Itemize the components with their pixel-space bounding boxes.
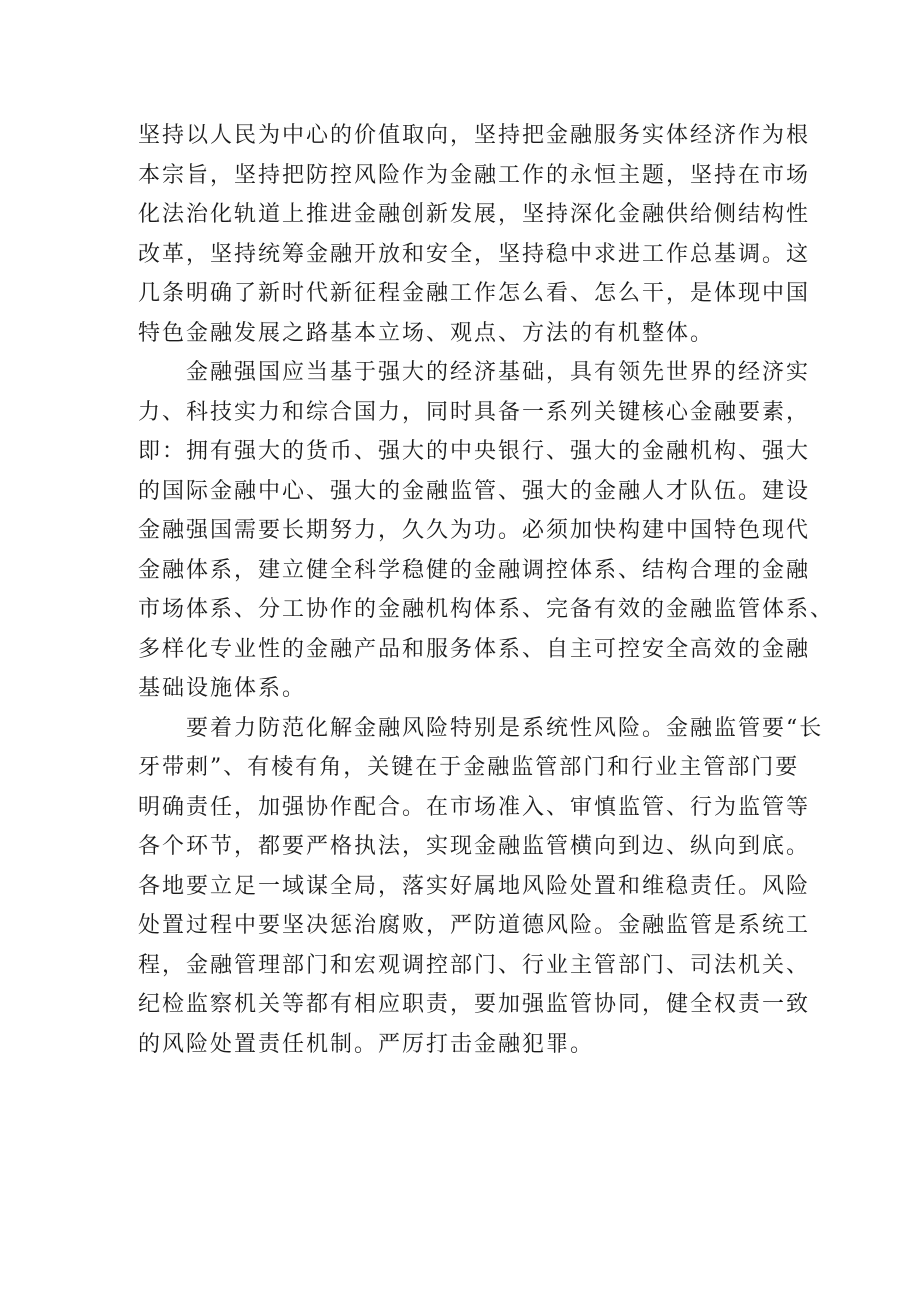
paragraph-line: 多样化专业性的金融产品和服务体系、自主可控安全高效的金融 bbox=[138, 636, 811, 662]
paragraph-line: 几条明确了新时代新征程金融工作怎么看、怎么干，是体现中国 bbox=[138, 281, 811, 306]
paragraph-line: 市场体系、分工协作的金融机构体系、完备有效的金融监管体系、 bbox=[138, 597, 835, 622]
paragraph-line: 牙带刺”、有棱有角，关键在于金融监管部门和行业主管部门要 bbox=[138, 755, 800, 780]
paragraph-first-line: 金融强国应当基于强大的经济基础，具有领先世界的经济实 bbox=[186, 360, 811, 385]
paragraph-line: 各地要立足一域谋全局，落实好属地风险处置和维稳责任。风险 bbox=[138, 873, 811, 899]
paragraph-line: 明确责任，加强协作配合。在市场准入、审慎监管、行为监管等 bbox=[138, 794, 811, 820]
document-body bbox=[138, 116, 835, 1064]
paragraph-line: 程，金融管理部门和宏观调控部门、行业主管部门、司法机关、 bbox=[138, 952, 811, 978]
paragraph-line: 特色金融发展之路基本立场、观点、方法的有机整体。 bbox=[138, 320, 715, 346]
paragraph-line: 金融强国需要长期努力，久久为功。必须加快构建中国特色现代 bbox=[138, 518, 811, 543]
paragraph-line: 改革，坚持统筹金融开放和安全，坚持稳中求进工作总基调。这 bbox=[138, 241, 811, 267]
paragraph-line: 的国际金融中心、强大的金融监管、强大的金融人才队伍。建设 bbox=[138, 478, 811, 504]
paragraph-line: 纪检监察机关等都有相应职责，要加强监管协同，健全权责一致 bbox=[138, 992, 811, 1017]
paragraph-line: 本宗旨，坚持把防控风险作为金融工作的永恒主题，坚持在市场 bbox=[138, 162, 811, 188]
paragraph-line: 即：拥有强大的货币、强大的中央银行、强大的金融机构、强大 bbox=[138, 439, 811, 464]
paragraph-line: 坚持以人民为中心的价值取向，坚持把金融服务实体经济作为根 bbox=[138, 123, 811, 148]
paragraph-3 bbox=[138, 709, 824, 1065]
paragraph-first-line: 要着力防范化解金融风险特别是系统性风险。金融监管要“长 bbox=[186, 715, 824, 741]
paragraph-line: 各个环节，都要严格执法，实现金融监管横向到边、纵向到底。 bbox=[138, 834, 811, 859]
paragraph-line: 力、科技实力和综合国力，同时具备一系列关键核心金融要素， bbox=[138, 399, 811, 425]
paragraph-line: 基础设施体系。 bbox=[138, 676, 307, 701]
paragraph-2 bbox=[138, 353, 835, 709]
paragraph-line: 化法治化轨道上推进金融创新发展，坚持深化金融供给侧结构性 bbox=[138, 202, 811, 227]
paragraph-1 bbox=[138, 116, 811, 353]
paragraph-line: 金融体系，建立健全科学稳健的金融调控体系、结构合理的金融 bbox=[138, 557, 811, 583]
paragraph-line: 处置过程中要坚决惩治腐败，严防道德风险。金融监管是系统工 bbox=[138, 913, 811, 938]
paragraph-line: 的风险处置责任机制。严厉打击金融犯罪。 bbox=[138, 1031, 595, 1057]
